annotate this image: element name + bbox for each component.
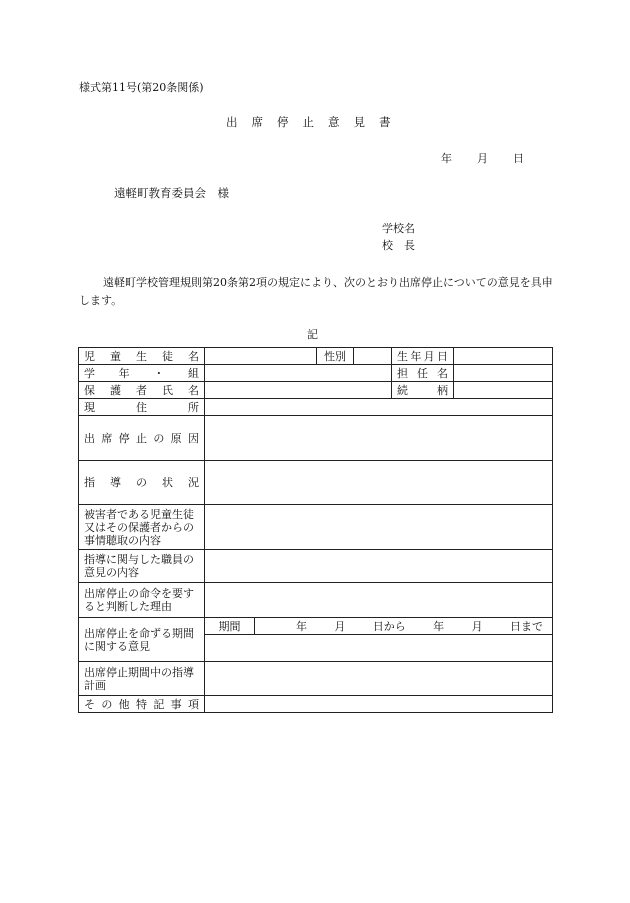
label-guidance: 指導の状況 xyxy=(79,461,205,505)
label-staff-opinion: 指導に関与した職員の意見の内容 xyxy=(79,550,205,583)
label-student-name: 児童生徒名 xyxy=(79,348,205,365)
field-period-opinion[interactable] xyxy=(205,635,553,662)
body-paragraph: 遠軽町学校管理規則第20条第2項の規定により、次のとおり出席停止についての意見を具申します。 xyxy=(79,276,553,307)
period-year-1: 年 xyxy=(296,619,307,633)
label-period: 期間 xyxy=(205,618,255,635)
label-other: その他特記事項 xyxy=(79,696,205,713)
date-day: 日 xyxy=(513,152,524,165)
form-number: 様式第11号(第20条関係) xyxy=(79,81,204,94)
period-month-1: 月 xyxy=(334,619,346,633)
field-other[interactable] xyxy=(205,696,553,713)
period-year-2: 年 xyxy=(433,619,445,633)
date-month: 月 xyxy=(477,152,488,165)
field-gender[interactable] xyxy=(354,348,392,365)
label-period-opinion: 出席停止を命ずる期間に関する意見 xyxy=(79,618,205,662)
label-homeroom: 担任名 xyxy=(392,365,454,382)
field-order-reason[interactable] xyxy=(205,583,553,618)
principal-label: 校 長 xyxy=(382,239,415,252)
ki-heading: 記 xyxy=(307,328,318,341)
period-from: 日から xyxy=(372,619,406,633)
field-address[interactable] xyxy=(205,399,553,416)
document-title: 出席停止意見書 xyxy=(226,115,405,129)
label-order-reason: 出席停止の命令を要すると判断した理由 xyxy=(79,583,205,618)
field-guardian-name[interactable] xyxy=(205,382,392,399)
date-year: 年 xyxy=(441,152,452,165)
label-address: 現住所 xyxy=(79,399,205,416)
label-victim-hearing: 被害者である児童生徒又はその保護者からの事情聴取の内容 xyxy=(79,505,205,550)
label-gender: 性別 xyxy=(317,348,354,365)
period-to: 日まで xyxy=(509,619,543,633)
field-relationship[interactable] xyxy=(454,382,553,399)
date-line xyxy=(441,150,524,166)
period-month-2: 月 xyxy=(471,619,483,633)
field-victim-hearing[interactable] xyxy=(205,505,553,550)
field-period-dates[interactable] xyxy=(255,618,553,635)
addressee: 遠軽町教育委員会 様 xyxy=(114,186,229,200)
opinion-form-table xyxy=(78,347,553,713)
field-reason[interactable] xyxy=(205,416,553,461)
field-homeroom[interactable] xyxy=(454,365,553,382)
label-relationship: 続柄 xyxy=(392,382,454,399)
label-guidance-plan: 出席停止期間中の指導計画 xyxy=(79,662,205,696)
field-guidance-plan[interactable] xyxy=(205,662,553,696)
field-staff-opinion[interactable] xyxy=(205,550,553,583)
field-guidance[interactable] xyxy=(205,461,553,505)
school-name-label: 学校名 xyxy=(382,222,415,235)
label-guardian-name: 保護者氏名 xyxy=(79,382,205,399)
label-birthdate: 生年月日 xyxy=(392,348,454,365)
field-grade-class[interactable] xyxy=(205,365,392,382)
label-grade-class: 学年・組 xyxy=(79,365,205,382)
field-student-name[interactable] xyxy=(205,348,317,365)
label-reason: 出席停止の原因 xyxy=(79,416,205,461)
field-birthdate[interactable] xyxy=(454,348,553,365)
